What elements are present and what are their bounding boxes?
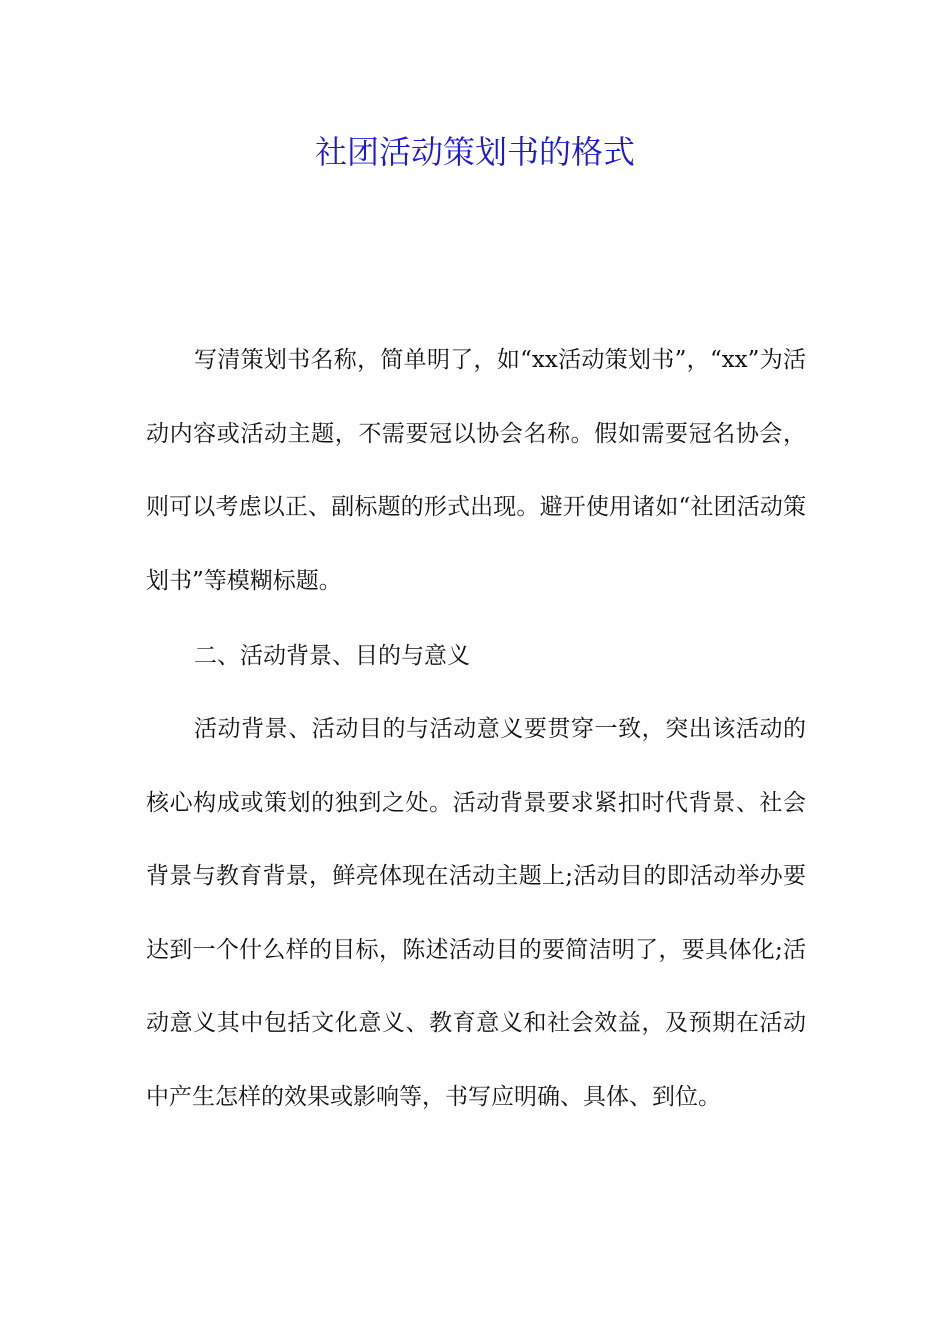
body-paragraph-2 xyxy=(146,693,806,1134)
paragraph-text: 写清策划书名称，简单明了，如“xx活动策划书”，“xx”为活动内容或活动主题，不需要冠以协会名称。假如需要冠名协会，则可以考虑以正、副标题的形式出现。避开使用诸如“社团活动策划书”等模糊标题。 xyxy=(146,347,806,594)
section-heading-2 xyxy=(146,620,806,694)
section-heading-text: 二、活动背景、目的与意义 xyxy=(194,643,470,669)
body-paragraph-1 xyxy=(146,324,806,618)
document-title: 社团活动策划书的格式 xyxy=(314,133,635,171)
paragraph-text: 活动背景、活动目的与活动意义要贯穿一致，突出该活动的核心构成或策划的独到之处。活动背景要求紧扣时代背景、社会背景与教育背景，鲜亮体现在活动主题上;活动目的即活动举办要达到一个什么样的目标，陈述活动目的要简洁明了，要具体化;活动意义其中包括文化意义、教育意义和社会效益，及预期在活动中产生怎样的效果或影响等，书写应明确、具体、到位。 xyxy=(146,716,806,1110)
